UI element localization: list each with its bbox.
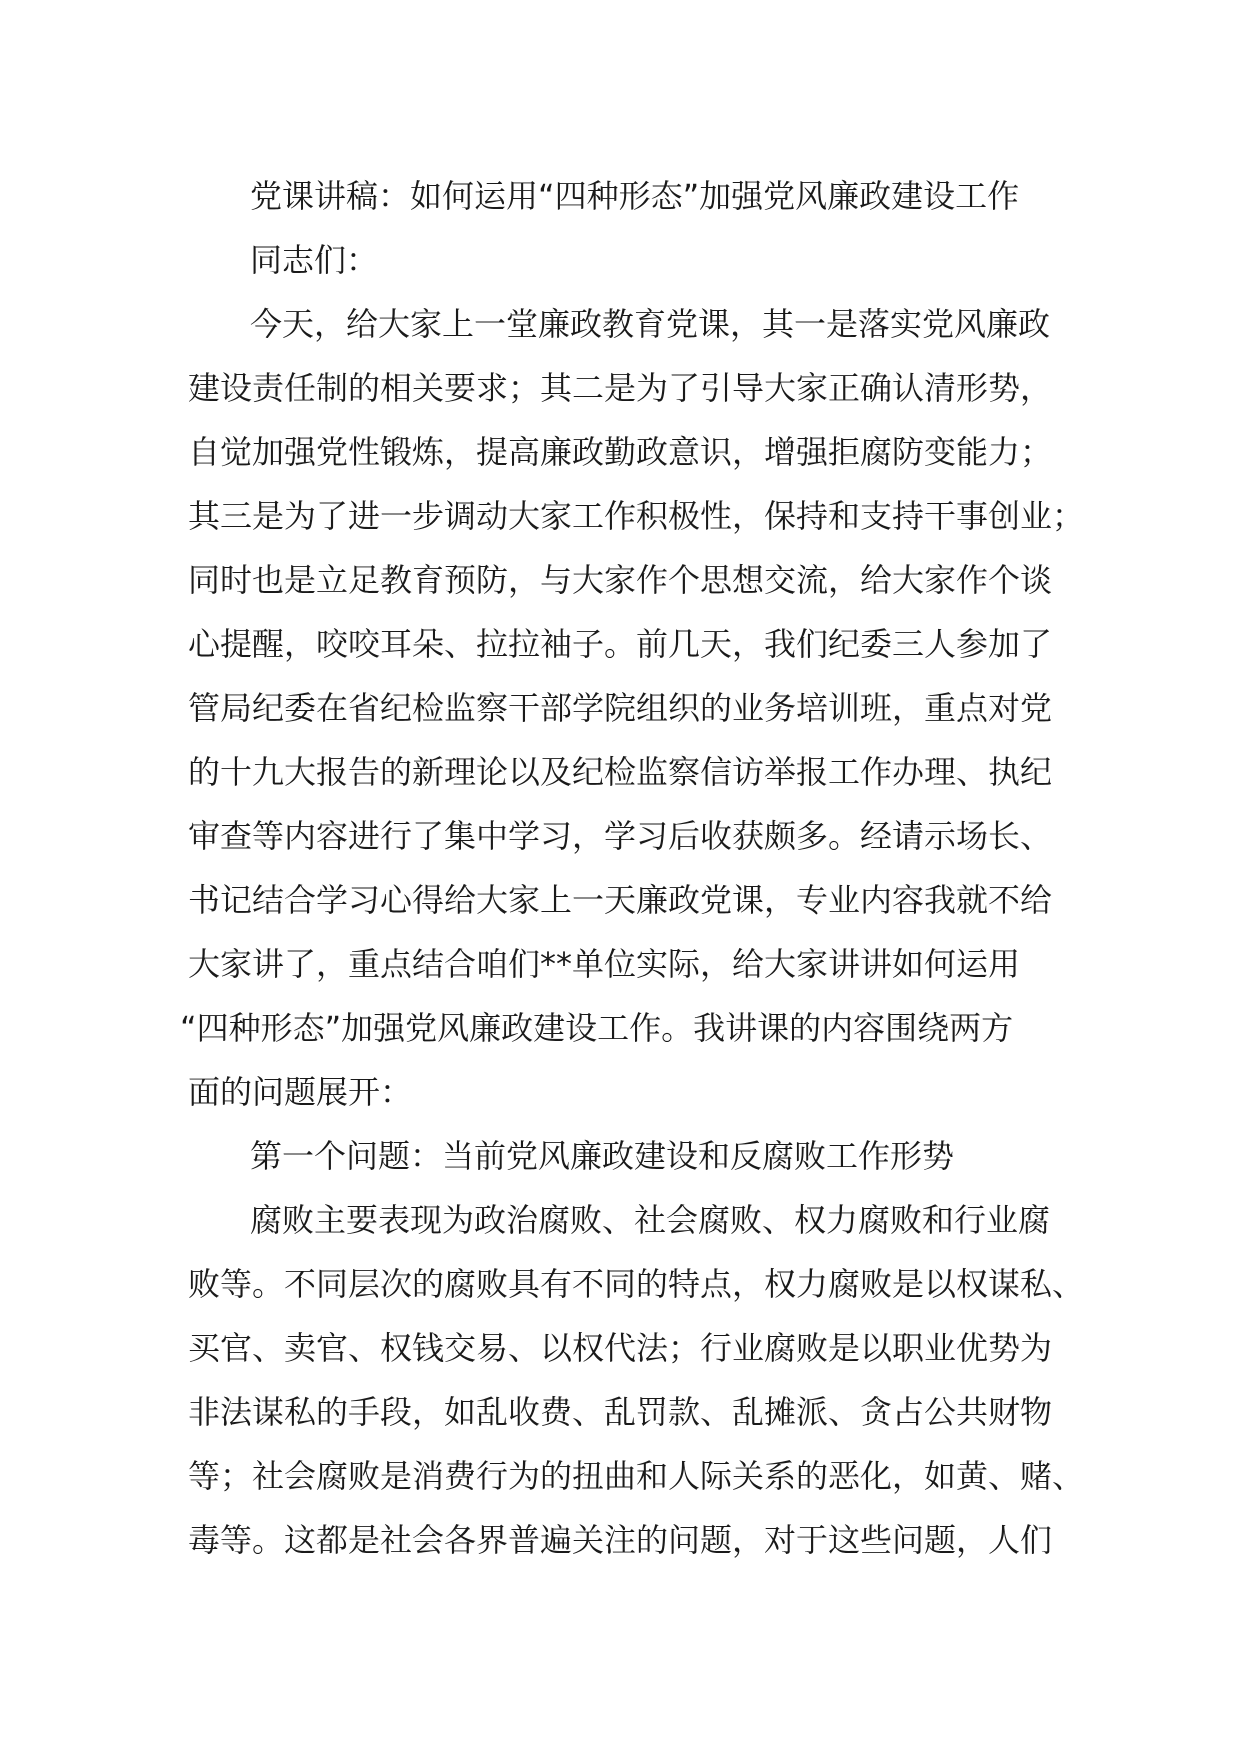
paragraph-line: 建设责任制的相关要求；其二是为了引导大家正确认清形势， xyxy=(188,369,1053,407)
document-body xyxy=(180,164,1085,1572)
paragraph-line: 自觉加强党性锻炼，提高廉政勤政意识，增强拒腐防变能力； xyxy=(188,433,1053,471)
paragraph-line: 面的问题展开： xyxy=(188,1073,413,1111)
paragraph-line: 的十九大报告的新理论以及纪检监察信访举报工作办理、执纪 xyxy=(188,753,1053,791)
paragraph-line: 书记结合学习心得给大家上一天廉政党课，专业内容我就不给 xyxy=(188,881,1053,919)
paragraph-line: 同时也是立足教育预防，与大家作个思想交流，给大家作个谈 xyxy=(188,561,1053,599)
document-title: 党课讲稿：如何运用“四种形态”加强党风廉政建设工作 xyxy=(250,177,1020,215)
salutation: 同志们： xyxy=(250,241,379,279)
section-heading: 第一个问题：当前党风廉政建设和反腐败工作形势 xyxy=(250,1137,955,1175)
paragraph-line: 非法谋私的手段，如乱收费、乱罚款、乱摊派、贪占公共财物 xyxy=(188,1393,1053,1431)
paragraph-line: 今天，给大家上一堂廉政教育党课，其一是落实党风廉政 xyxy=(250,305,1051,343)
paragraph-line: 审查等内容进行了集中学习，学习后收获颇多。经请示场长、 xyxy=(188,817,1053,855)
paragraph-line: 败等。不同层次的腐败具有不同的特点，权力腐败是以权谋私、 xyxy=(188,1265,1085,1303)
paragraph-line: 管局纪委在省纪检监察干部学院组织的业务培训班，重点对党 xyxy=(188,689,1053,727)
paragraph-line: 毒等。这都是社会各界普遍关注的问题，对于这些问题，人们 xyxy=(188,1521,1053,1559)
paragraph-line: 腐败主要表现为政治腐败、社会腐败、权力腐败和行业腐 xyxy=(250,1201,1051,1239)
paragraph-line: 心提醒，咬咬耳朵、拉拉袖子。前几天，我们纪委三人参加了 xyxy=(188,625,1053,663)
paragraph-line: 大家讲了，重点结合咱们**单位实际，给大家讲讲如何运用 xyxy=(188,945,1021,983)
paragraph-line: 买官、卖官、权钱交易、以权代法；行业腐败是以职业优势为 xyxy=(188,1329,1053,1367)
paragraph-line: “四种形态”加强党风廉政建设工作。我讲课的内容围绕两方 xyxy=(180,1009,1014,1047)
paragraph-line: 等；社会腐败是消费行为的扭曲和人际关系的恶化，如黄、赌、 xyxy=(188,1457,1085,1495)
paragraph-line: 其三是为了进一步调动大家工作积极性，保持和支持干事创业； xyxy=(188,497,1085,535)
